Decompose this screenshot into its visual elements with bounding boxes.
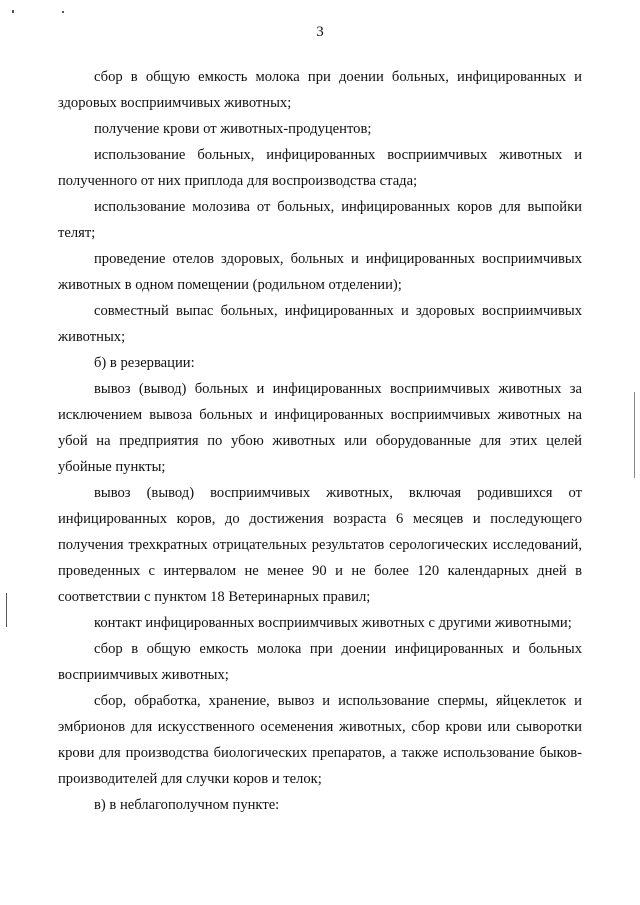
paragraph: вывоз (вывод) восприимчивых животных, включая родившихся от инфицированных коров, до достижения возраста 6 месяцев и последующего получения трехкратных отрицательных результатов серологических исследований, проведенных с интервалом не менее 90 и не более 120 календарных дней в соответствии с пунктом 18 Ветеринарных правил; (58, 485, 582, 605)
paragraph: получение крови от животных-продуцентов; (94, 121, 372, 137)
paragraph: использование больных, инфицированных восприимчивых животных и полученного от них приплода для воспроизводства стада; (58, 147, 582, 189)
paragraph: сбор в общую емкость молока при доении инфицированных и больных восприимчивых животных; (58, 641, 582, 683)
paragraph: использование молозива от больных, инфицированных коров для выпойки телят; (58, 199, 582, 241)
scan-artifact-mark (6, 593, 7, 627)
document-body (58, 64, 582, 818)
page-number: 3 (316, 24, 324, 40)
paragraph: сбор, обработка, хранение, вывоз и использование спермы, яйцеклеток и эмбрионов для искусственного осеменения животных, сбор крови или сыворотки крови для производства биологических препаратов, а также использование быков-производителей для случки коров и телок; (58, 693, 582, 787)
scan-artifact-mark (634, 392, 635, 478)
paragraph: проведение отелов здоровых, больных и инфицированных восприимчивых животных в одном помещении (родильном отделении); (58, 251, 582, 293)
section-heading-reservation: б) в резервации: (94, 355, 195, 371)
paragraph: контакт инфицированных восприимчивых животных с другими животными; (94, 615, 572, 631)
paragraph: сбор в общую емкость молока при доении больных, инфицированных и здоровых восприимчивых животных; (58, 69, 582, 111)
paragraph: вывоз (вывод) больных и инфицированных восприимчивых животных за исключением вывоза больных и инфицированных восприимчивых животных на убой на предприятия по убою животных или оборудованные для этих целей убойные пункты; (58, 381, 582, 475)
scan-artifact-mark (62, 11, 64, 13)
scan-artifact-mark (12, 10, 14, 13)
section-heading-unfavorable-point: в) в неблагополучном пункте: (94, 797, 280, 813)
paragraph: совместный выпас больных, инфицированных и здоровых восприимчивых животных; (58, 303, 582, 345)
